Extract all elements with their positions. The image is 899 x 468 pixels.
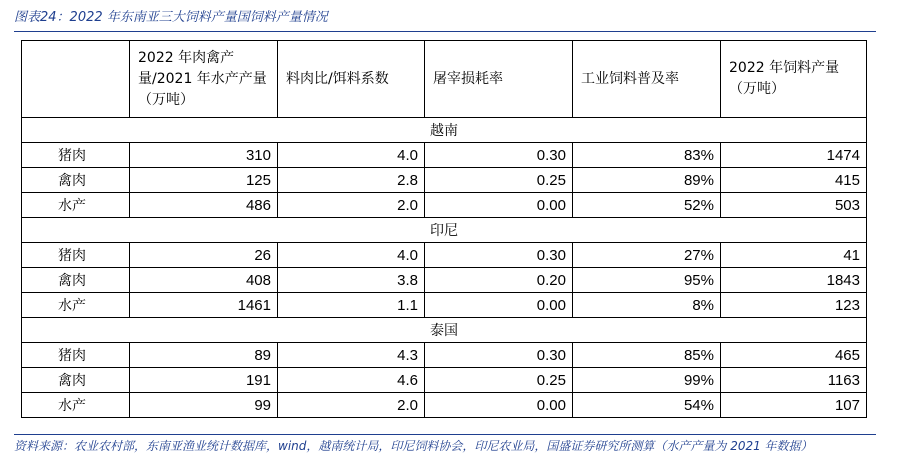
value-cell: 465: [721, 343, 867, 368]
value-cell: 83%: [573, 143, 721, 168]
row-label: 禽肉: [22, 368, 130, 393]
figure-title: 图表24：2022 年东南亚三大饲料产量国饲料产量情况: [14, 10, 328, 25]
section-row: [22, 318, 867, 343]
value-cell: 503: [721, 193, 867, 218]
value-cell: 89%: [573, 168, 721, 193]
header-cell: 工业饲料普及率: [573, 41, 721, 118]
value-cell: 1474: [721, 143, 867, 168]
table-row: [22, 293, 867, 318]
header-row: [22, 41, 867, 118]
value-cell: 191: [130, 368, 278, 393]
table-row: [22, 243, 867, 268]
row-label: 水产: [22, 393, 130, 418]
value-cell: 1163: [721, 368, 867, 393]
value-cell: 0.00: [425, 193, 573, 218]
row-label: 水产: [22, 193, 130, 218]
value-cell: 41: [721, 243, 867, 268]
section-row: [22, 118, 867, 143]
value-cell: 0.20: [425, 268, 573, 293]
value-cell: 1843: [721, 268, 867, 293]
table-row: [22, 143, 867, 168]
value-cell: 8%: [573, 293, 721, 318]
title-rule: [14, 31, 876, 32]
value-cell: 27%: [573, 243, 721, 268]
value-cell: 4.0: [278, 243, 425, 268]
row-label: 水产: [22, 293, 130, 318]
value-cell: 2.0: [278, 393, 425, 418]
header-cell: [22, 41, 130, 118]
row-label: 禽肉: [22, 268, 130, 293]
table-row: [22, 168, 867, 193]
value-cell: 0.25: [425, 168, 573, 193]
row-label: 猪肉: [22, 343, 130, 368]
value-cell: 0.00: [425, 293, 573, 318]
value-cell: 2.0: [278, 193, 425, 218]
value-cell: 0.00: [425, 393, 573, 418]
value-cell: 310: [130, 143, 278, 168]
value-cell: 99%: [573, 368, 721, 393]
value-cell: 4.0: [278, 143, 425, 168]
value-cell: 0.30: [425, 343, 573, 368]
value-cell: 99: [130, 393, 278, 418]
section-label: 泰国: [22, 318, 867, 343]
row-label: 猪肉: [22, 243, 130, 268]
value-cell: 408: [130, 268, 278, 293]
value-cell: 3.8: [278, 268, 425, 293]
value-cell: 89: [130, 343, 278, 368]
value-cell: 415: [721, 168, 867, 193]
value-cell: 123: [721, 293, 867, 318]
header-cell: 2022 年肉禽产量/2021 年水产产量（万吨）: [130, 41, 278, 118]
feed-production-table: [21, 40, 867, 418]
value-cell: 1461: [130, 293, 278, 318]
table-row: [22, 393, 867, 418]
table-row: [22, 268, 867, 293]
value-cell: 26: [130, 243, 278, 268]
value-cell: 95%: [573, 268, 721, 293]
section-label: 印尼: [22, 218, 867, 243]
value-cell: 4.6: [278, 368, 425, 393]
table-row: [22, 368, 867, 393]
header-cell: 2022 年饲料产量（万吨）: [721, 41, 867, 118]
value-cell: 52%: [573, 193, 721, 218]
value-cell: 0.25: [425, 368, 573, 393]
table-row: [22, 343, 867, 368]
value-cell: 486: [130, 193, 278, 218]
row-label: 禽肉: [22, 168, 130, 193]
value-cell: 0.30: [425, 143, 573, 168]
value-cell: 85%: [573, 343, 721, 368]
header-cell: 屠宰损耗率: [425, 41, 573, 118]
section-label: 越南: [22, 118, 867, 143]
value-cell: 0.30: [425, 243, 573, 268]
section-row: [22, 218, 867, 243]
table-row: [22, 193, 867, 218]
value-cell: 1.1: [278, 293, 425, 318]
value-cell: 125: [130, 168, 278, 193]
value-cell: 54%: [573, 393, 721, 418]
header-cell: 料肉比/饵料系数: [278, 41, 425, 118]
value-cell: 107: [721, 393, 867, 418]
value-cell: 2.8: [278, 168, 425, 193]
row-label: 猪肉: [22, 143, 130, 168]
source-note: 资料来源：农业农村部，东南亚渔业统计数据库，wind，越南统计局，印尼饲料协会，印尼农业局，国盛证券研究所测算（水产产量为 2021 年数据）: [14, 434, 876, 454]
value-cell: 4.3: [278, 343, 425, 368]
